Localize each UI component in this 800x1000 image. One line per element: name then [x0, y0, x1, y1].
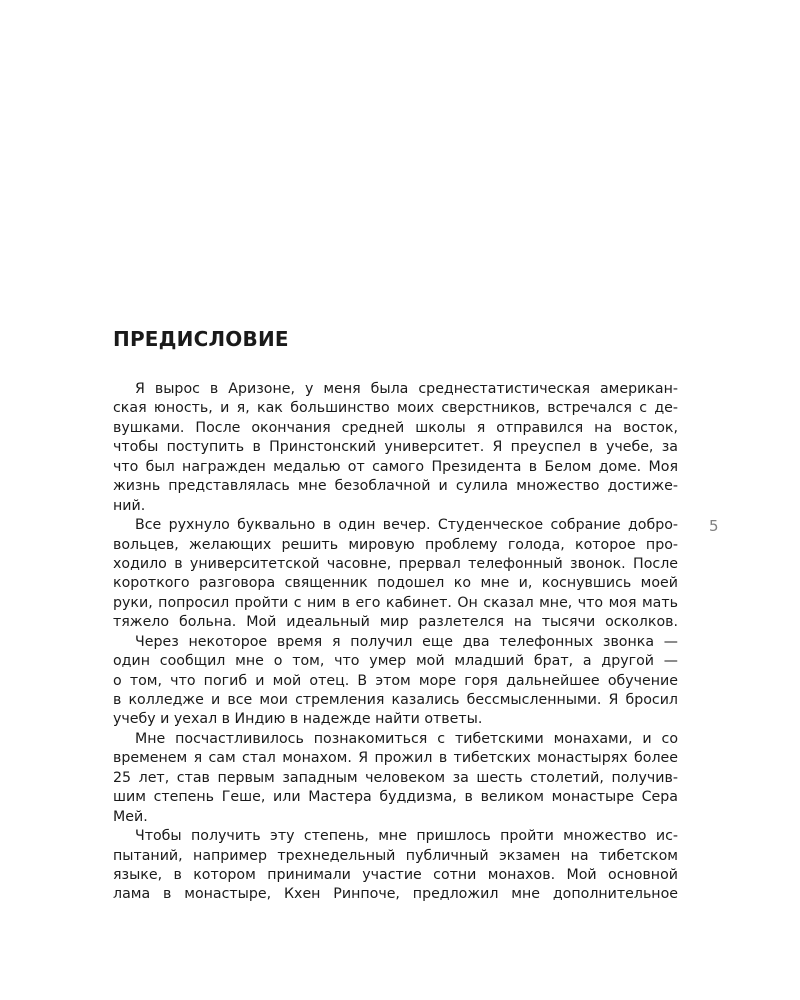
text-line: ний. [113, 497, 146, 514]
text-line: Все рухнуло буквально в один вечер. Студенческое собрание добро- [135, 517, 678, 534]
body-text [113, 380, 678, 905]
text-line: тяжело больна. Мой идеальный мир разлетелся на тысячи осколков. [113, 614, 678, 631]
text-line: чтобы поступить в Принстонский университет. Я преуспел в учебе, за [113, 439, 678, 456]
text-line: Мне посчастливилось познакомиться с тибетскими монахами, и со [135, 730, 678, 747]
text-line: вушками. После окончания средней школы я отправился на восток, [113, 419, 678, 436]
paragraph-5 [113, 827, 678, 905]
text-line: временем я сам стал монахом. Я прожил в тибетских монастырях более [113, 750, 678, 767]
paragraph-2 [113, 516, 678, 633]
text-line: что был награжден медалью от самого Президента в Белом доме. Моя [113, 458, 678, 475]
paragraph-4 [113, 730, 678, 827]
text-line: учебу и уехал в Индию в надежде найти ответы. [113, 711, 483, 728]
text-line: шим степень Геше, или Мастера буддизма, в великом монастыре Сера [113, 789, 678, 806]
text-line: Через некоторое время я получил еще два телефонных звонка — [135, 633, 678, 650]
text-line: ходило в университетской часовне, прервал телефонный звонок. После [113, 555, 678, 572]
chapter-title: ПРЕДИСЛОВИЕ [113, 327, 289, 351]
text-line: Я вырос в Аризоне, у меня была среднестатистическая американ- [135, 381, 678, 397]
text-line: 25 лет, став первым западным человеком за шесть столетий, получив- [113, 769, 678, 786]
text-line: в колледже и все мои стремления казались бессмысленными. Я бросил [113, 692, 678, 708]
page-number: 5 [709, 517, 719, 535]
text-line: лама в монастыре, Кхен Ринпоче, предложил мне дополнительное [113, 886, 678, 903]
text-line: один сообщил мне о том, что умер мой младший брат, а другой — [113, 653, 678, 670]
text-line: короткого разговора священник подошел ко мне и, коснувшись моей [113, 575, 678, 592]
text-line: языке, в котором принимали участие сотни монахов. Мой основной [113, 866, 678, 883]
text-line: вольцев, желающих решить мировую проблему голода, которое про- [113, 536, 678, 553]
text-line: руки, попросил пройти с ним в его кабинет. Он сказал мне, что моя мать [113, 594, 678, 611]
text-line: о том, что погиб и мой отец. В этом море горя дальнейшее обучение [113, 672, 678, 689]
text-line: Мей. [113, 808, 148, 825]
text-line: Чтобы получить эту степень, мне пришлось пройти множество ис- [135, 828, 678, 845]
paragraph-3 [113, 633, 678, 730]
text-line: жизнь представлялась мне безоблачной и сулила множество достиже- [113, 478, 678, 495]
text-line: пытаний, например трехнедельный публичный экзамен на тибетском [113, 847, 678, 864]
text-line: ская юность, и я, как большинство моих сверстников, встречался с де- [113, 400, 678, 417]
paragraph-1 [113, 380, 678, 516]
